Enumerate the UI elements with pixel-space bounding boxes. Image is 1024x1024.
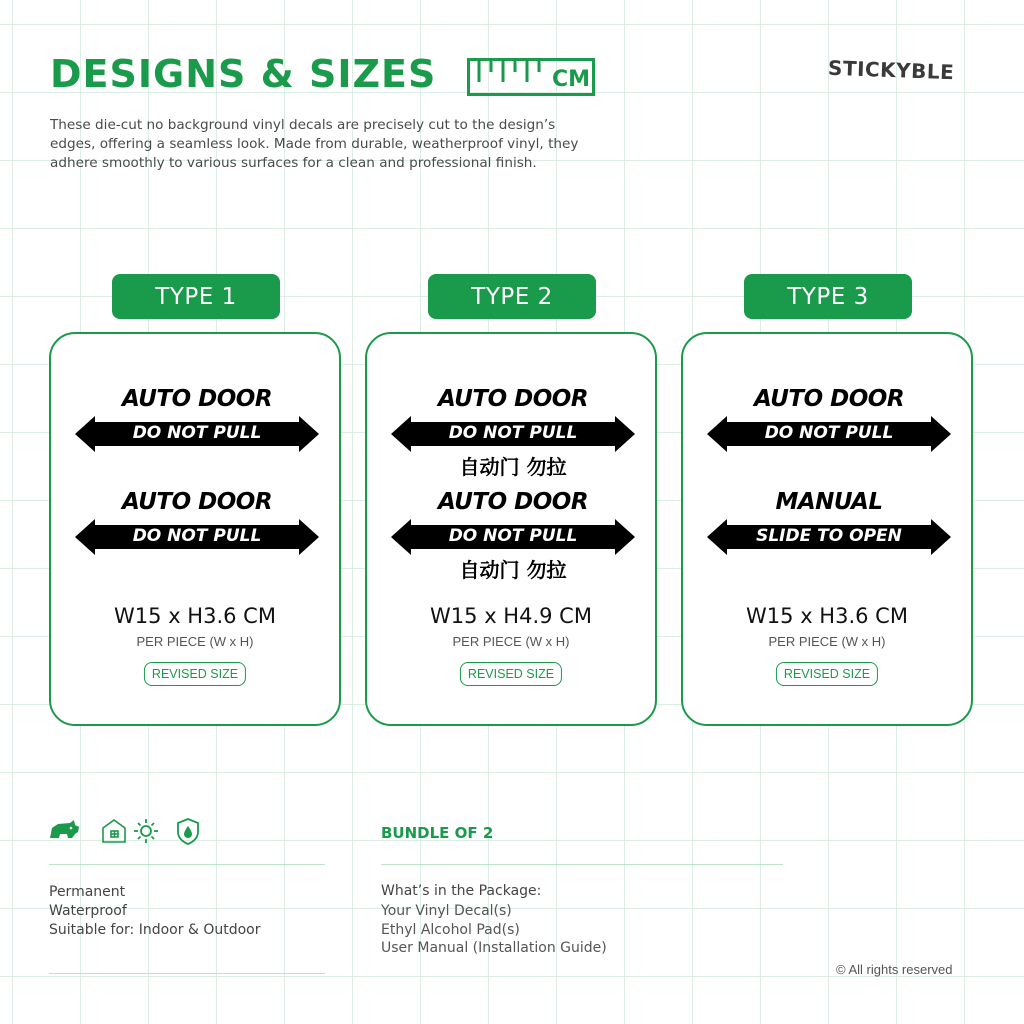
page-title: DESIGNS & SIZES — [50, 52, 437, 96]
size-dimensions: W15 x H3.6 CM — [746, 604, 908, 628]
decal-top-text: AUTO DOOR — [121, 489, 273, 515]
sun-icon — [134, 819, 158, 843]
type-3-card — [681, 332, 973, 726]
package-item: Your Vinyl Decal(s) — [381, 903, 512, 919]
type-2-card — [365, 332, 657, 726]
rhino-icon — [50, 820, 79, 838]
revised-size-badge: REVISED SIZE — [460, 662, 562, 686]
type-3-label: TYPE 3 — [744, 274, 912, 319]
decal-bottom-text: DO NOT PULL — [448, 526, 578, 546]
divider — [381, 864, 783, 865]
divider — [49, 973, 325, 974]
decal-top-text: AUTO DOOR — [437, 489, 589, 515]
feature-list — [49, 883, 260, 940]
type-1-label: TYPE 1 — [112, 274, 280, 319]
decal-bottom-text: DO NOT PULL — [764, 423, 894, 443]
type-2-label: TYPE 2 — [428, 274, 596, 319]
decal-top-text: AUTO DOOR — [437, 386, 589, 412]
house-icon — [103, 820, 125, 842]
size-dimensions: W15 x H4.9 CM — [430, 604, 592, 628]
decal-top-text: MANUAL — [775, 489, 883, 515]
feature-item: Waterproof — [49, 903, 127, 919]
decal-top-text: AUTO DOOR — [121, 386, 273, 412]
per-piece-note: PER PIECE (W x H) — [452, 634, 570, 649]
package-item: Ethyl Alcohol Pad(s) — [381, 921, 520, 938]
decal-top-text: AUTO DOOR — [753, 386, 905, 412]
brand-logo: STICKYBLE — [827, 55, 955, 85]
decal-bottom-text: DO NOT PULL — [448, 423, 578, 443]
copyright-notice: © All rights reserved — [836, 962, 953, 977]
package-contents-title: What’s in the Package: — [381, 883, 542, 899]
ruler-icon — [467, 58, 595, 96]
revised-size-badge: REVISED SIZE — [776, 662, 878, 686]
type-1-card — [49, 332, 341, 726]
package-contents-list — [381, 902, 607, 958]
divider — [49, 864, 325, 865]
decal-bottom-text: DO NOT PULL — [132, 526, 262, 546]
feature-item: Suitable for: Indoor & Outdoor — [49, 922, 261, 938]
decal-chinese-text: 自动门 勿拉 — [459, 558, 567, 582]
water-drop-shield-icon — [178, 819, 198, 844]
bundle-title: BUNDLE OF 2 — [381, 824, 494, 842]
feature-icons — [48, 816, 218, 846]
package-item: User Manual (Installation Guide) — [381, 940, 607, 956]
ruler-cm-badge — [467, 58, 595, 96]
intro-description: These die-cut no background vinyl decals are precisely cut to the design’s edges, offering a seamless look. Made from durable, weatherproof vinyl, they adhere smoothly to various surfaces for a clean and professional finish. — [50, 117, 579, 171]
decal-bottom-text: SLIDE TO OPEN — [756, 526, 902, 546]
revised-size-badge: REVISED SIZE — [144, 662, 246, 686]
decal-bottom-text: DO NOT PULL — [132, 423, 262, 443]
per-piece-note: PER PIECE (W x H) — [768, 634, 886, 649]
feature-item: Permanent — [49, 884, 126, 900]
ruler-unit-label: CM — [551, 67, 591, 92]
per-piece-note: PER PIECE (W x H) — [136, 634, 254, 649]
size-dimensions: W15 x H3.6 CM — [114, 604, 276, 628]
decal-chinese-text: 自动门 勿拉 — [459, 455, 567, 479]
